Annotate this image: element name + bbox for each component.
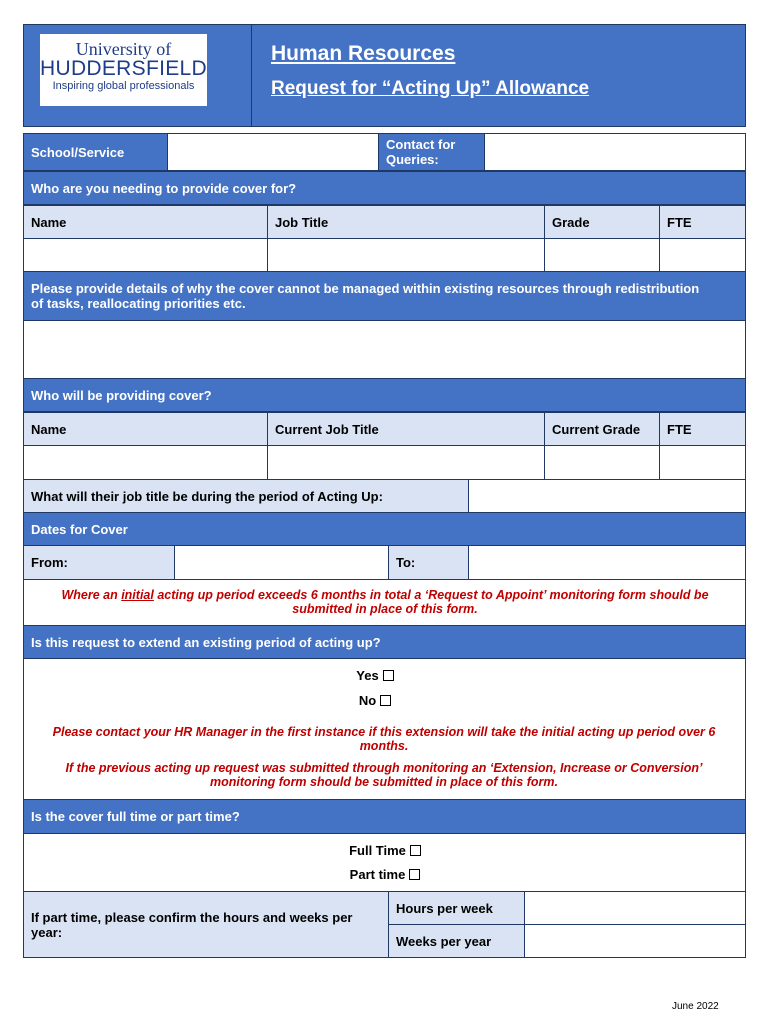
cover-for-col-name: Name — [23, 205, 268, 239]
extend-heading: Is this request to extend an existing period of acting up? — [23, 625, 746, 659]
header-divider — [251, 24, 252, 127]
details-field[interactable] — [23, 320, 746, 379]
yes-checkbox[interactable] — [383, 670, 394, 681]
no-option[interactable]: No — [330, 693, 420, 708]
cover-for-col-fte: FTE — [659, 205, 746, 239]
yes-option[interactable]: Yes — [330, 668, 420, 683]
providing-col-fte: FTE — [659, 412, 746, 446]
cover-for-fte-field[interactable] — [659, 238, 746, 272]
part-time-hours-question: If part time, please confirm the hours and weeks per year: — [23, 891, 389, 958]
cover-for-col-job-title: Job Title — [267, 205, 545, 239]
page-title: Human Resources — [271, 42, 456, 65]
providing-name-field[interactable] — [23, 445, 268, 480]
hours-per-week-field[interactable] — [524, 891, 746, 925]
part-time-option[interactable]: Part time — [320, 867, 450, 882]
contact-queries-label: Contact for Queries: — [378, 133, 485, 171]
cover-for-job-title-field[interactable] — [267, 238, 545, 272]
to-date-field[interactable] — [468, 545, 746, 580]
providing-cover-heading: Who will be providing cover? — [23, 378, 746, 412]
no-checkbox[interactable] — [380, 695, 391, 706]
time-heading: Is the cover full time or part time? — [23, 799, 746, 834]
time-options-box — [23, 833, 746, 892]
extend-note-1: Please contact your HR Manager in the first instance if this extension will take the initial acting up period over 6 months. — [52, 725, 716, 753]
to-label: To: — [388, 545, 469, 580]
cover-for-col-grade: Grade — [544, 205, 660, 239]
contact-queries-field[interactable] — [484, 133, 746, 171]
from-label: From: — [23, 545, 175, 580]
school-service-field[interactable] — [167, 133, 379, 171]
providing-job-title-field[interactable] — [267, 445, 545, 480]
from-date-field[interactable] — [174, 545, 389, 580]
university-logo — [40, 34, 207, 106]
cover-for-heading: Who are you needing to provide cover for? — [23, 171, 746, 205]
providing-grade-field[interactable] — [544, 445, 660, 480]
logo-line2: HUDDERSFIELD — [40, 57, 207, 80]
weeks-per-year-field[interactable] — [524, 924, 746, 958]
logo-tagline: Inspiring global professionals — [52, 80, 195, 92]
extend-note-2: If the previous acting up request was submitted through monitoring an ‘Extension, Increase or Conversion’ monitoring form should be submitted in place of this form. — [65, 761, 703, 789]
details-heading: Please provide details of why the cover cannot be managed within existing resources through redistribution of tasks, reallocating priorities etc. — [23, 271, 746, 321]
footer-date: June 2022 — [672, 1001, 719, 1012]
acting-up-job-title-field[interactable] — [468, 479, 746, 513]
cover-for-name-field[interactable] — [23, 238, 268, 272]
part-time-checkbox[interactable] — [409, 869, 420, 880]
full-time-option[interactable]: Full Time — [320, 843, 450, 858]
acting-up-job-title-label: What will their job title be during the period of Acting Up: — [23, 479, 469, 513]
dates-heading: Dates for Cover — [23, 512, 746, 546]
full-time-checkbox[interactable] — [410, 845, 421, 856]
logo-line1: University of — [75, 39, 172, 59]
page-subtitle: Request for “Acting Up” Allowance — [271, 78, 590, 99]
providing-fte-field[interactable] — [659, 445, 746, 480]
hours-per-week-label: Hours per week — [388, 891, 525, 925]
providing-col-grade: Current Grade — [544, 412, 660, 446]
providing-col-job-title: Current Job Title — [267, 412, 545, 446]
weeks-per-year-label: Weeks per year — [388, 924, 525, 958]
providing-col-name: Name — [23, 412, 268, 446]
school-service-label: School/Service — [23, 133, 168, 171]
dates-note: Where an initial acting up period exceeds 6 months in total a ‘Request to Appoint’ monitoring form should be submitted in place of this form. — [61, 588, 709, 616]
cover-for-grade-field[interactable] — [544, 238, 660, 272]
